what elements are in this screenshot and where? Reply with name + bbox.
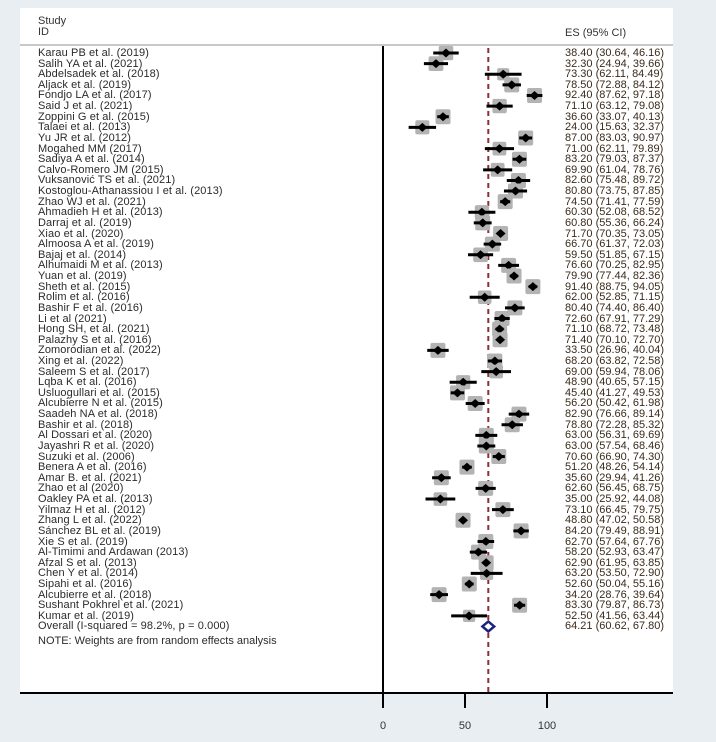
study-label: Sheth et al. (2015) — [38, 280, 131, 293]
study-es-value: 83.20 (79.03, 87.37) — [565, 153, 665, 166]
study-es-value: 63.00 (57.54, 68.46) — [565, 439, 665, 452]
study-label: Li et al (2021) — [38, 312, 107, 325]
study-es-value: 82.90 (76.66, 89.14) — [565, 408, 665, 421]
study-es-value: 24.00 (15.63, 32.37) — [565, 121, 665, 134]
study-label: Sipahi et al. (2016) — [38, 578, 133, 590]
header-id: ID — [38, 26, 49, 38]
study-es-value: 63.20 (53.50, 72.90) — [565, 567, 665, 580]
overall-label: Overall (I-squared = 98.2%, p = 0.000) — [38, 620, 230, 633]
study-label: Kumar et al. (2019) — [38, 609, 135, 622]
study-label: Zhang L et al. (2022) — [38, 514, 142, 527]
study-es-value: 92.40 (87.62, 97.18) — [565, 89, 665, 102]
study-label: Oakley PA et al. (2013) — [38, 493, 153, 506]
study-es-value: 76.60 (70.25, 82.95) — [565, 259, 665, 272]
study-label: Darraj et al. (2019) — [38, 216, 132, 229]
study-label: Calvo-Romero JM (2015) — [38, 163, 164, 176]
study-label: Mogahed MM (2017) — [38, 142, 142, 155]
study-es-value: 33.50 (26.96, 40.04) — [565, 344, 665, 357]
study-es-value: 73.30 (62.11, 84.49) — [565, 68, 664, 81]
study-es-value: 38.40 (30.64, 46.16) — [565, 47, 665, 59]
study-label: Bajaj et al. (2014) — [38, 248, 127, 261]
study-es-value: 80.40 (74.40, 86.40) — [565, 301, 665, 314]
study-es-value: 80.80 (73.75, 87.85) — [565, 185, 665, 198]
study-es-value: 45.40 (41.27, 49.53) — [565, 386, 665, 399]
study-label: Chen Y et al. (2014) — [38, 567, 139, 580]
study-label: Zhao WJ et al. (2021) — [38, 195, 146, 208]
study-label: Lqba K et al. (2016) — [38, 376, 137, 389]
study-label: Zhao et al (2020) — [38, 482, 124, 495]
study-label: Jayashri R et al. (2020) — [38, 439, 155, 452]
study-es-value: 78.80 (72.28, 85.32) — [565, 418, 665, 431]
study-label: Yuan et al. (2019) — [38, 270, 127, 283]
study-label: Yilmaz H et al. (2012) — [38, 503, 146, 516]
study-label: Sánchez BL et al. (2019) — [38, 524, 162, 537]
study-label: Zoppini G et al. (2015) — [38, 110, 150, 123]
study-label: Saadeh NA et al. (2018) — [38, 408, 158, 421]
study-label: Afzal S et al. (2013) — [38, 556, 137, 569]
study-label: Alcubierre et al. (2018) — [38, 588, 152, 601]
study-label: Xing et al. (2022) — [38, 354, 124, 367]
study-label: Palazhy S et al. (2016) — [38, 333, 152, 346]
study-es-value: 83.30 (79.87, 86.73) — [565, 599, 665, 612]
study-label: Alhumaidi M et al. (2013) — [38, 259, 163, 272]
study-es-value: 70.60 (66.90, 74.30) — [565, 450, 665, 463]
study-label: Sushant Pokhrel et al. (2021) — [38, 599, 184, 612]
header-es: ES (95% CI) — [565, 27, 627, 39]
study-label: Rolim et al. (2016) — [38, 291, 130, 304]
study-label: Kostoglou-Athanassiou I et al. (2013) — [38, 185, 223, 198]
study-label: Vuksanović TS et al. (2021) — [38, 174, 176, 187]
overall-es-value: 64.21 (60.62, 67.80) — [565, 620, 665, 633]
x-tick-100: 100 — [537, 720, 557, 732]
study-label: Bashir et al. (2018) — [38, 418, 133, 431]
study-label: Benera A et al. (2016) — [38, 461, 147, 474]
study-label: Al Dossari et al. (2020) — [38, 429, 153, 442]
study-es-value: 34.20 (28.76, 39.64) — [565, 588, 665, 601]
study-label: Suzuki et al. (2006) — [38, 450, 135, 463]
study-es-value: 62.70 (57.64, 67.76) — [565, 535, 665, 548]
study-label: Bashir F et al. (2016) — [38, 301, 143, 314]
study-es-value: 35.00 (25.92, 44.08) — [565, 493, 665, 506]
study-es-value: 62.00 (52.85, 71.15) — [565, 291, 665, 304]
study-es-value: 66.70 (61.37, 72.03) — [565, 238, 665, 251]
study-label: Saleem S et al. (2017) — [38, 365, 150, 378]
study-es-value: 52.60 (50.04, 55.16) — [565, 578, 665, 590]
study-es-value: 35.60 (29.94, 41.26) — [565, 471, 665, 484]
study-es-value: 51.20 (48.26, 54.14) — [565, 461, 665, 474]
study-es-value: 71.00 (62.11, 79.89) — [565, 142, 664, 155]
study-es-value: 71.40 (70.10, 72.70) — [565, 333, 665, 346]
study-label: Amar B. et al. (2021) — [38, 471, 142, 484]
study-es-value: 60.30 (52.08, 68.52) — [565, 206, 665, 219]
study-label: Salih YA et al. (2021) — [38, 57, 143, 70]
study-es-value: 74.50 (71.41, 77.59) — [565, 195, 665, 208]
study-label: Xie S et al. (2019) — [38, 535, 128, 548]
study-es-value: 68.20 (63.82, 72.58) — [565, 354, 665, 367]
study-label: Almoosa A et al. (2019) — [38, 238, 155, 251]
study-label: Fondjo LA et al. (2017) — [38, 89, 152, 102]
x-tick-0: 0 — [379, 720, 387, 732]
study-label: Talaei et al. (2013) — [38, 121, 131, 134]
study-es-value: 48.90 (40.65, 57.15) — [565, 376, 665, 389]
study-es-value: 58.20 (52.93, 63.47) — [565, 546, 665, 559]
note-text: NOTE: Weights are from random effects analysis — [38, 635, 277, 648]
study-es-value: 91.40 (88.75, 94.05) — [565, 280, 665, 293]
study-es-value: 63.00 (56.31, 69.69) — [565, 429, 665, 442]
study-es-value: 48.80 (47.02, 50.58) — [565, 514, 665, 527]
study-label: Ahmadieh H et al. (2013) — [38, 206, 163, 219]
study-es-value: 73.10 (66.45, 79.75) — [565, 503, 665, 516]
study-es-value: 56.20 (50.42, 61.98) — [565, 397, 665, 410]
study-es-value: 52.50 (41.56, 63.44) — [565, 609, 665, 622]
study-es-value: 60.80 (55.36, 66.24) — [565, 216, 665, 229]
study-label: Yu JR et al. (2012) — [38, 131, 132, 144]
study-label: Abdelsadek et al. (2018) — [38, 68, 160, 81]
study-es-value: 36.60 (33.07, 40.13) — [565, 110, 665, 123]
study-label: Karau PB et al. (2019) — [38, 47, 150, 59]
study-es-value: 62.90 (61.95, 63.85) — [565, 556, 665, 569]
study-label: Aljack et al. (2019) — [38, 78, 132, 91]
study-label: Al-Timimi and Ardawan (2013) — [38, 546, 189, 559]
study-es-value: 59.50 (51.85, 67.15) — [565, 248, 665, 261]
study-es-value: 71.10 (68.72, 73.48) — [565, 323, 665, 336]
study-es-value: 82.60 (75.48, 89.72) — [565, 174, 665, 187]
study-es-value: 69.90 (61.04, 78.76) — [565, 163, 665, 176]
study-label: Alcubierre N et al. (2015) — [38, 397, 163, 410]
study-label: Xiao et al. (2020) — [38, 227, 124, 240]
study-label: Zomorodian et al. (2022) — [38, 344, 161, 357]
study-es-value: 69.00 (59.94, 78.06) — [565, 365, 665, 378]
study-es-value: 72.60 (67.91, 77.29) — [565, 312, 665, 325]
study-es-value: 87.00 (83.03, 90.97) — [565, 131, 665, 144]
study-es-value: 62.60 (56.45, 68.75) — [565, 482, 665, 495]
study-label: Sadiya A et al. (2014) — [38, 153, 145, 166]
header-study: Study — [38, 15, 67, 27]
study-es-value: 71.10 (63.12, 79.08) — [565, 100, 665, 113]
study-es-value: 32.30 (24.94, 39.66) — [565, 57, 665, 70]
study-label: Hong SH, et al. (2021) — [38, 323, 150, 336]
study-es-value: 79.90 (77.44, 82.36) — [565, 270, 665, 283]
study-label: Said J et al. (2021) — [38, 100, 133, 113]
study-es-value: 78.50 (72.88, 84.12) — [565, 78, 665, 91]
study-label: Usluogullari et al. (2015) — [38, 386, 160, 399]
study-es-value: 84.20 (79.49, 88.91) — [565, 524, 665, 537]
study-es-value: 71.70 (70.35, 73.05) — [565, 227, 665, 240]
overall-diamond — [482, 621, 494, 631]
x-tick-50: 50 — [458, 720, 472, 732]
